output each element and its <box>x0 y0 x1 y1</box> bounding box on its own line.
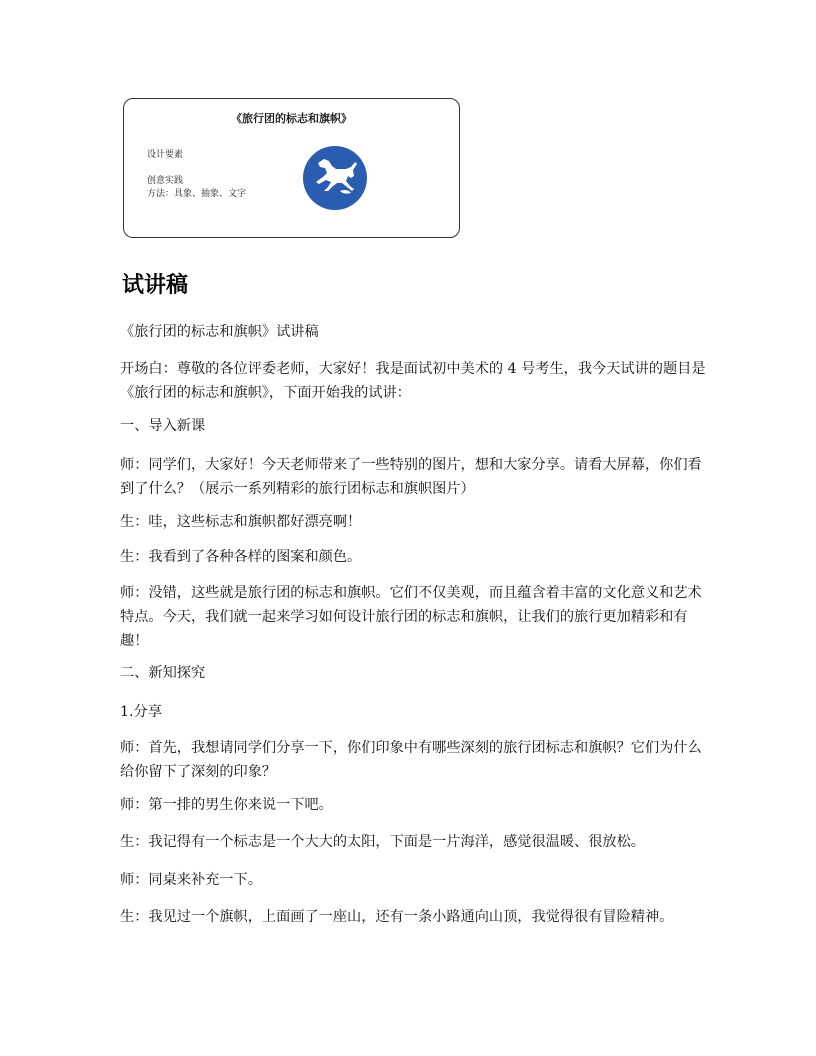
section-heading-explore: 二、新知探究 <box>120 665 206 681</box>
galloping-horse-logo-icon <box>302 145 368 211</box>
page-heading: 试讲稿 <box>122 273 189 298</box>
paragraph-title: 《旅行团的标志和旗帜》试讲稿 <box>120 324 319 340</box>
paragraph-student: 生：我见过一个旗帜，上面画了一座山，还有一条小路通向山顶，我觉得很有冒险精神。 <box>120 909 674 925</box>
paragraph-teacher: 师：没错，这些就是旅行团的标志和旗帜。它们不仅美观，而且蕴含着丰富的文化意义和艺术特点。今天，我们就一起来学习如何设计旅行团的标志和旗帜，让我们的旅行更加精彩和有趣！ <box>120 585 702 649</box>
section-heading-intro: 一、导入新课 <box>120 418 206 434</box>
creative-practice-label: 创意实践 <box>147 176 184 186</box>
paragraph-teacher: 师：同学们，大家好！今天老师带来了一些特别的图片，想和大家分享。请看大屏幕，你们看到了什么？（展示一系列精彩的旅行团标志和旗帜图片） <box>120 457 702 497</box>
paragraph-teacher: 师：第一排的男生你来说一下吧。 <box>120 797 333 813</box>
card-title: 《旅行团的标志和旗帜》 <box>231 112 352 125</box>
paragraph-opening: 开场白：尊敬的各位评委老师，大家好！我是面试初中美术的 4 号考生，我今天试讲的题目是《旅行团的标志和旗帜》，下面开始我的试讲： <box>120 361 706 401</box>
paragraph-student: 生：我看到了各种各样的图案和颜色。 <box>120 549 362 565</box>
methods-label: 方法：具象、抽象、文字 <box>147 189 247 199</box>
lesson-card <box>123 98 460 238</box>
design-elements-label: 设计要素 <box>147 150 184 160</box>
subsection-heading-share: 1.分享 <box>120 704 162 720</box>
paragraph-teacher: 师：同桌来补充一下。 <box>120 872 262 888</box>
paragraph-student: 生：我记得有一个标志是一个大大的太阳，下面是一片海洋，感觉很温暖、很放松。 <box>120 834 645 850</box>
paragraph-student: 生：哇，这些标志和旗帜都好漂亮啊！ <box>120 514 362 530</box>
paragraph-teacher: 师：首先，我想请同学们分享一下，你们印象中有哪些深刻的旅行团标志和旗帜？它们为什么给你留下了深刻的印象？ <box>120 740 702 780</box>
